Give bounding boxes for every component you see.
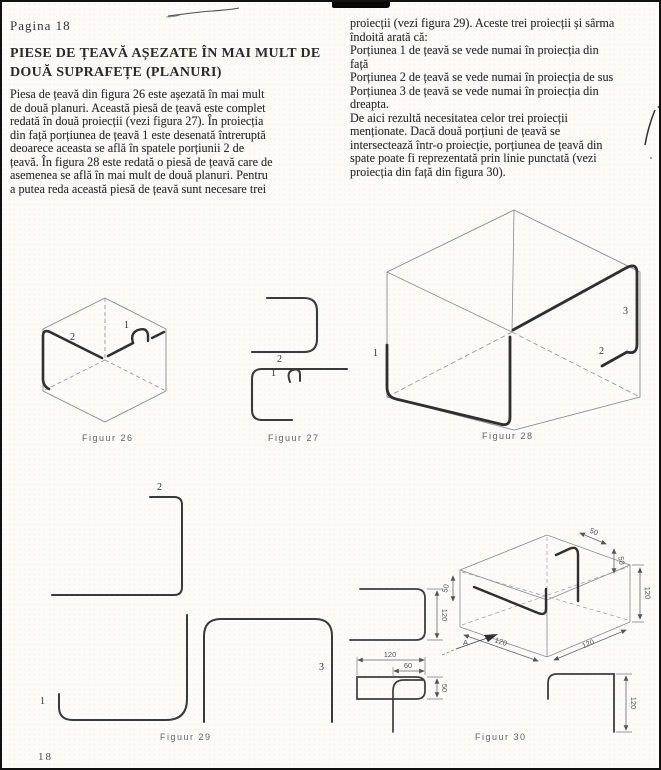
fig27-label-2: 2: [277, 354, 282, 365]
text-line: Porțiunea 1 de țeavă se vede numai în proiecția din: [350, 43, 599, 57]
scratch-stroke: [168, 8, 239, 16]
left-column-paragraph: [10, 88, 273, 196]
figure-28-drawing: [372, 197, 657, 442]
figure-27-drawing: [247, 292, 352, 432]
dim-top-120: 120: [383, 650, 397, 659]
text-line: din față porțiunea de țeavă 1 este desenată întreruptă: [10, 127, 266, 142]
view-arrow-line: [456, 637, 490, 649]
pipe-hook-1: [289, 370, 300, 382]
text-line: față: [350, 56, 369, 71]
pipe-segment-3: [513, 266, 637, 366]
fig26-caption: Figuur 26: [82, 433, 134, 443]
side-projection-pipe-3: [204, 619, 332, 722]
top-projection-pipe-2: [52, 497, 182, 595]
text-line: dreapta.: [350, 97, 389, 111]
cube-inner-edges: [387, 210, 514, 332]
right-column-paragraph: [350, 17, 614, 179]
fig27-caption: Figuur 27: [268, 433, 320, 443]
text-line: Porțiunea 2 de țeavă se vede numai în proiecția de sus: [350, 70, 614, 84]
iso-pipe-front: [474, 587, 546, 614]
dim-top-60: 60: [403, 661, 413, 670]
title-line: PIESE DE ȚEAVĂ AȘEZATE ÎN MAI MULT DE: [10, 46, 321, 61]
slash-stroke: [645, 110, 655, 145]
figure-26-drawing: [32, 290, 177, 435]
dim-side-120: 120: [629, 696, 638, 710]
fig28-caption: Figuur 28: [482, 431, 534, 441]
fig26-label-1: 1: [124, 320, 129, 331]
fig28-label-1: 1: [373, 348, 378, 359]
fig29-caption: Figuur 29: [160, 732, 212, 742]
front-projection-pipe-1: [59, 615, 187, 720]
text-line: de două planuri. Această piesă de țeavă este complet: [10, 100, 266, 115]
pipe-stub: [152, 332, 164, 338]
pipe-segment-1: [387, 337, 510, 425]
fig26-label-2: 2: [70, 332, 75, 343]
pipe-segment-diagonal: [108, 343, 133, 356]
dim-top-50: 50: [440, 683, 449, 693]
text-line: țeavă. În figura 28 este redată o piesă de țeavă care de: [10, 154, 273, 169]
side-view-pipe: [548, 674, 614, 732]
pipe-hook-1: [132, 329, 148, 343]
fig27-label-1: 1: [271, 368, 276, 379]
text-line: Piesa de țeavă din figura 26 este așezată în mai mult: [10, 87, 265, 101]
view-label-A: A: [463, 638, 469, 647]
fig30-caption: Figuur 30: [475, 732, 527, 742]
text-line: menționate. Dacă două porțiuni de țeavă se: [350, 124, 561, 138]
text-line: redată în două proiecții (vezi figura 27). În proiecția: [10, 114, 264, 128]
view-arrow-leader: [442, 649, 456, 655]
text-line: asemenea se află în mai mult de două planuri. Pentru: [10, 168, 268, 182]
extension-lines: [632, 565, 644, 622]
pen-slash-mark: [638, 100, 661, 170]
dim-iso-50-left: 50: [440, 583, 452, 594]
iso-pipe-back: [556, 548, 578, 601]
figure-29-drawing: [42, 482, 342, 734]
front-view-pipe: [350, 589, 425, 640]
text-line: intersectează într-o proiecție, porțiunea de țeavă din: [350, 137, 603, 152]
page-label: Pagina 18: [10, 18, 71, 33]
pencil-scratch-mark: [164, 4, 244, 20]
fig28-label-2: 2: [599, 346, 604, 357]
text-line: a putea reda această piesă de țeavă sunt necesare trei: [10, 181, 267, 196]
dim-front-120: 120: [440, 608, 449, 622]
fig29-label-1: 1: [40, 696, 45, 707]
top-view-inner-pipe: [393, 680, 423, 732]
dim-iso-120-base-right: 120: [580, 637, 596, 651]
ink-dot-small: [650, 157, 652, 159]
scan-ink-blob: [332, 2, 390, 8]
text-line: Porțiunea 3 de țeavă se vede numai în proiecția din: [350, 83, 599, 98]
dim-iso-50-right: 50: [616, 555, 627, 566]
top-projection-pipe: [252, 298, 317, 352]
fig28-label-3: 3: [623, 306, 628, 317]
fig29-label-2: 2: [157, 482, 162, 493]
title-line: DOUĂ SUPRAFEȚE (PLANURI): [10, 65, 222, 80]
text-line: spate poate fi reprezentată prin linie punctată (vezi: [350, 151, 597, 165]
dim-iso-50-top: 50: [588, 525, 600, 538]
text-line: proiecții (vezi figura 29). Aceste trei proiecții și sârma: [350, 16, 615, 30]
cube-hidden-edges: [43, 298, 166, 391]
figure-30-drawing: [342, 527, 661, 739]
text-line: De aici rezultă necesitatea celor trei proiecții: [350, 110, 568, 125]
text-line: îndoită arată că:: [350, 29, 428, 44]
page-number-bottom: 18: [38, 751, 53, 763]
article-title: [10, 44, 321, 82]
text-line: proiecția din față din figura 30).: [350, 164, 506, 179]
dim-iso-120-base-left: 120: [493, 635, 509, 649]
ink-dot: [658, 106, 660, 108]
fig29-label-3: 3: [319, 662, 324, 673]
dim-iso-120-right: 120: [642, 586, 653, 600]
text-line: deoarece aceasta se află în spatele porțiunii 2 de: [10, 141, 245, 155]
